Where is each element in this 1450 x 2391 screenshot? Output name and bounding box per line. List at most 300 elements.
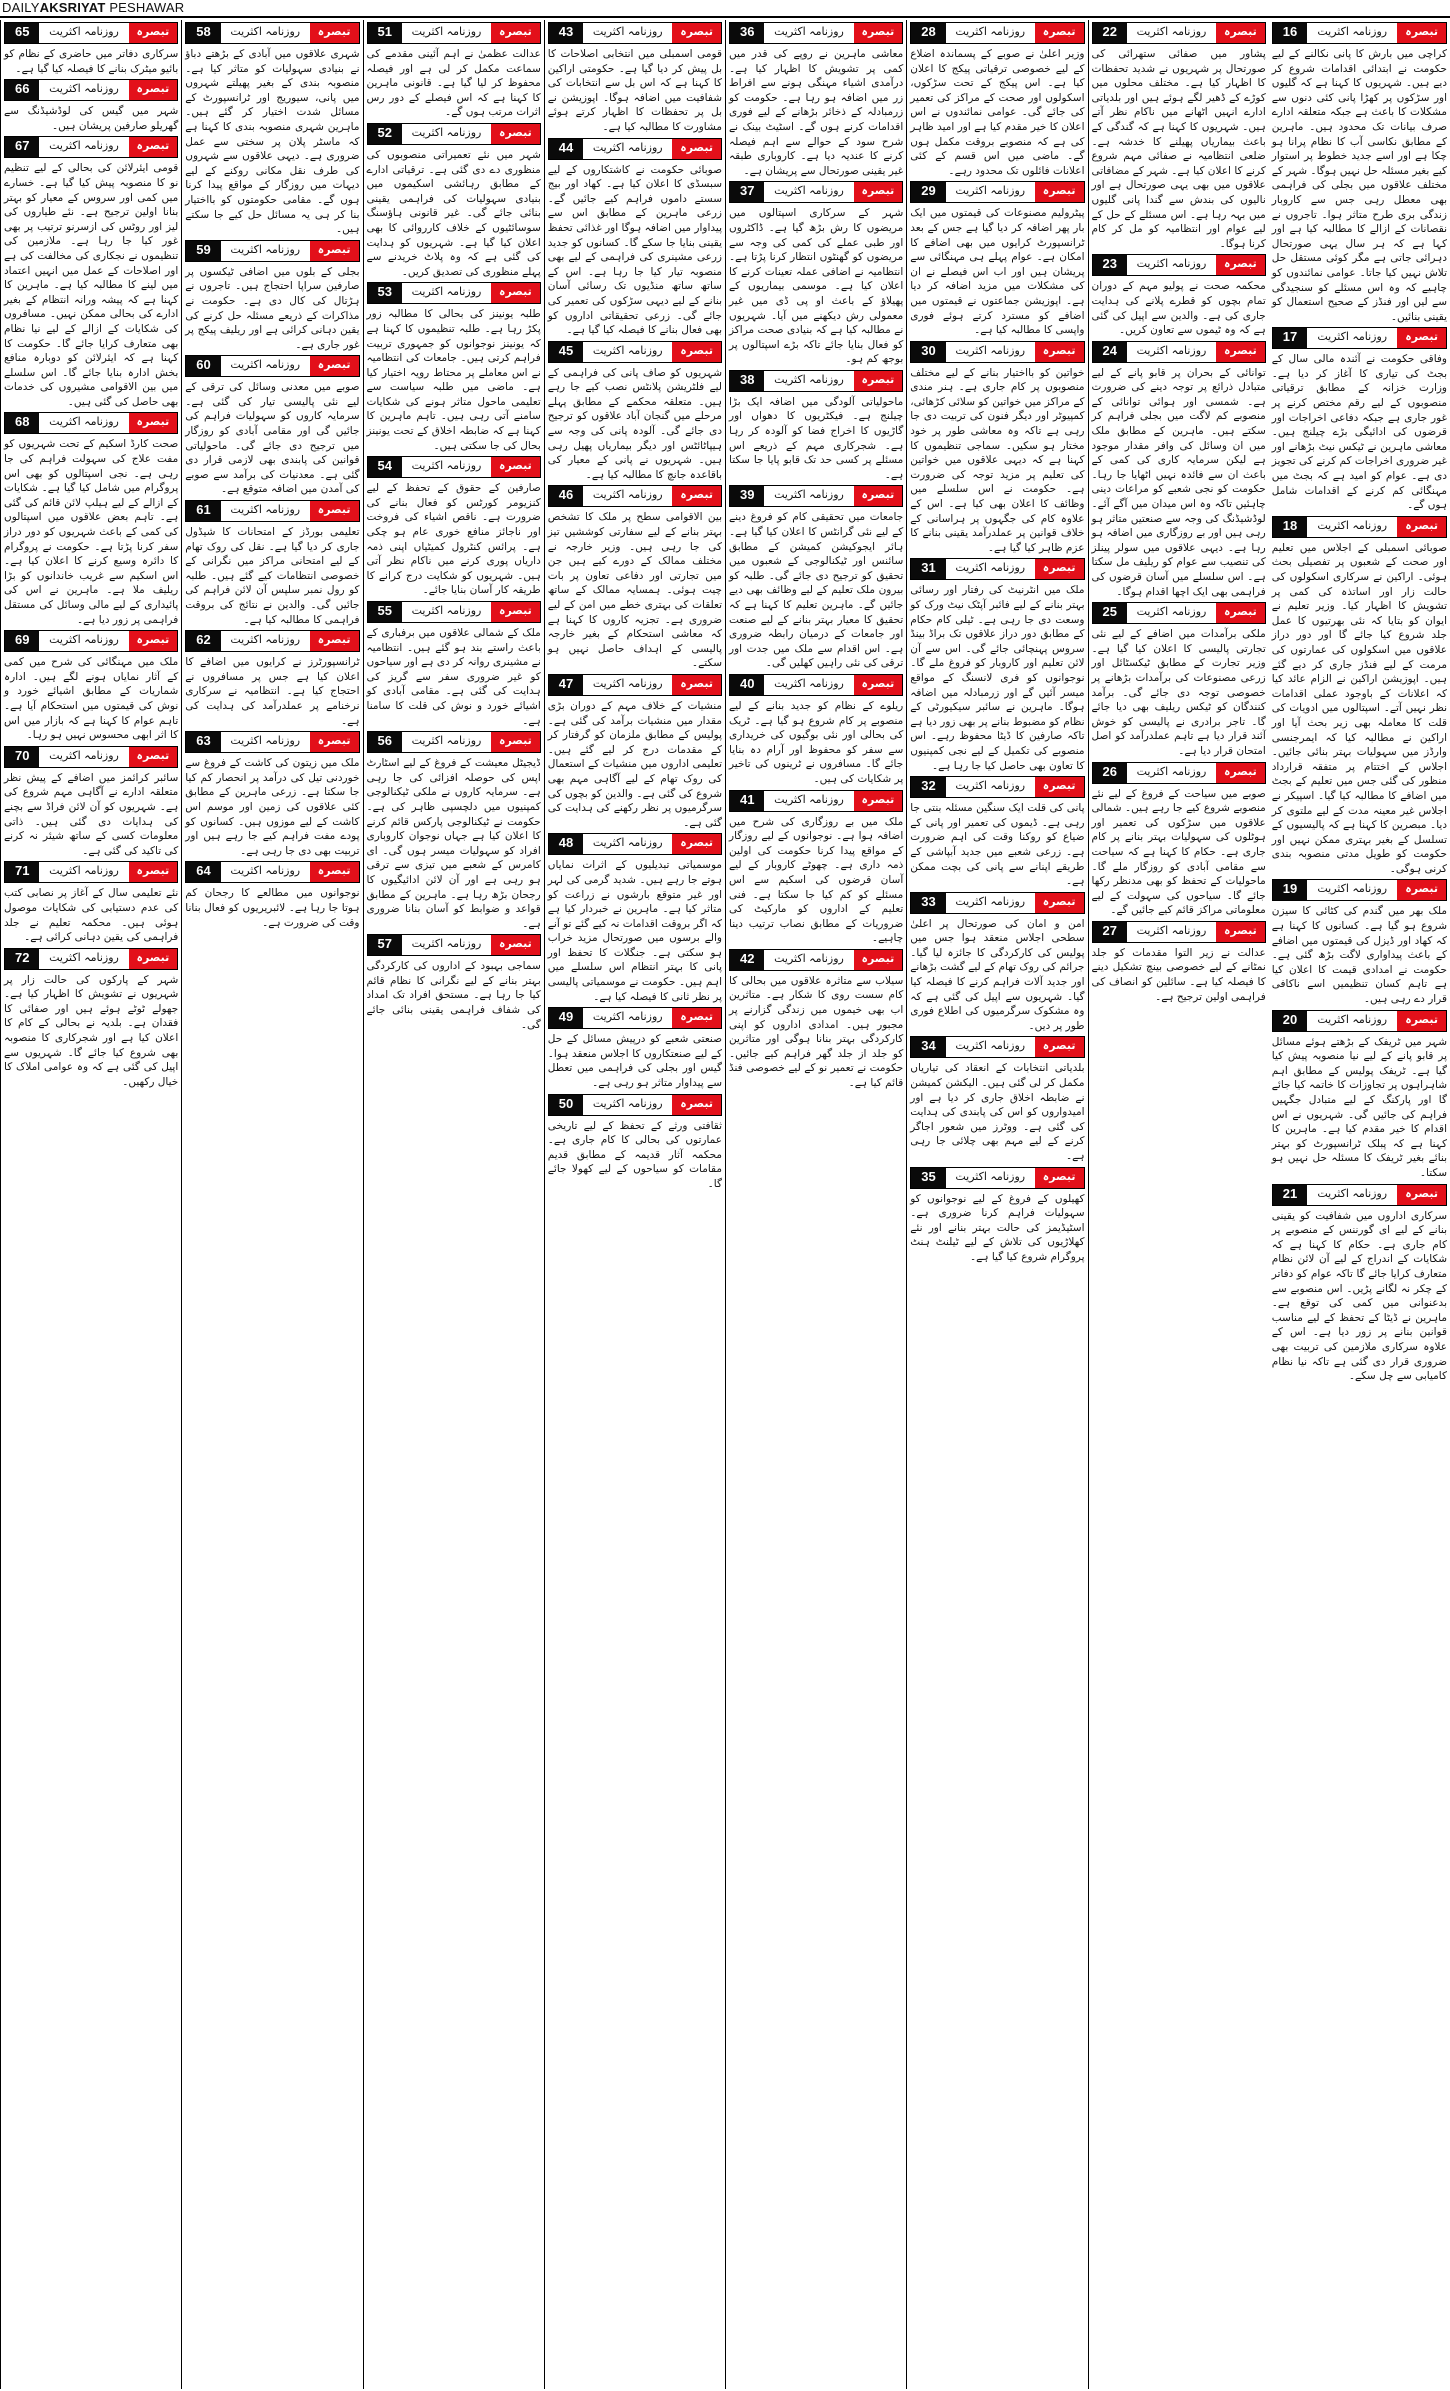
item-text: قومی ایئرلائن کی بحالی کے لیے تنظیم نو کا منصوبہ پیش کیا گیا ہے۔ خسارے میں کمی اور سروس کے معیار کو بہتر بنانا اولین ترجیح ہے۔ نئے طیاروں کی لیز اور روٹس کی ازسرنو ترتیب پر بھی غور کیا جا رہا ہے۔ ملازمین کی تنظیموں نے نجکاری کی مخالفت کی ہے اور اصلاحات کے عمل میں انہیں اعتماد میں لینے کا مطالبہ کیا ہے۔ ماہرین کا کہنا ہے کہ پیشہ ورانہ انتظام کے بغیر ادارے کی بحالی ممکن نہیں۔ مسافروں کی شکایات کے ازالے کے لیے نیا نظام بھی متعارف کرایا جائے گا۔ حکومت کا کہنا ہے کہ ایئرلائن کو دوبارہ منافع بخش ادارہ بنایا جائے گا۔ اس سلسلے میں بین الاقوامی مشیروں کی خدمات بھی حاصل کی گئی ہیں۔ <box>4 162 179 408</box>
tag-label: تبصرہ <box>854 182 903 202</box>
item-number: 37 <box>730 182 764 202</box>
news-item <box>1092 602 1266 758</box>
news-item <box>910 341 1084 556</box>
item-text: قومی اسمبلی میں انتخابی اصلاحات کا بل پیش کر دیا گیا ہے۔ حکومتی اراکین کا کہنا ہے کہ اس بل سے انتخابات کی شفافیت میں اضافہ ہوگا۔ اپوزیشن نے بل پر تحفظات کا اظہار کرتے ہوئے مشاورت کا مطالبہ کیا ہے۔ <box>547 48 722 133</box>
item-number: 30 <box>911 342 945 362</box>
paper-name: روزنامہ اکثریت <box>955 561 1026 575</box>
item-number: 16 <box>1273 23 1307 43</box>
item-number: 68 <box>5 413 39 433</box>
paper-name: روزنامہ اکثریت <box>592 836 663 850</box>
item-header <box>910 341 1084 363</box>
tag-label: تبصرہ <box>1035 559 1084 579</box>
news-item <box>910 776 1084 889</box>
paper-name: روزنامہ اکثریت <box>411 285 482 299</box>
item-text: ملک کے شمالی علاقوں میں برفباری کے باعث راستے بند ہو گئے ہیں۔ انتظامیہ نے مشینری روانہ کر دی ہے اور سیاحوں کو غیر ضروری سفر سے گریز کی ہدایت کی گئی ہے۔ مقامی آبادی کو اشیائے خورد و نوش کی قلت کا سامنا ہے۔ <box>366 627 541 727</box>
item-text: معاشی ماہرین نے روپے کی قدر میں کمی پر تشویش کا اظہار کیا ہے۔ درآمدی اشیاء مہنگی ہونے سے افراط زر میں اضافہ ہو رہا ہے۔ حکومت کو زرمبادلہ کے ذخائر بڑھانے کے لیے فوری اقدامات کرنے ہوں گے۔ اسٹیٹ بینک نے شرح سود کے حوالے سے اہم فیصلہ کرنے کا عندیہ دیا ہے۔ کاروباری طبقہ غیر یقینی صورتحال سے پریشان ہے۔ <box>729 48 904 177</box>
paper-name: روزنامہ اکثریت <box>592 1010 663 1024</box>
item-number: 55 <box>368 602 402 622</box>
item-number: 36 <box>730 23 764 43</box>
item-header <box>729 485 903 507</box>
item-text: امن و امان کی صورتحال پر اعلیٰ سطحی اجلاس منعقد ہوا جس میں پولیس کی کارکردگی کا جائزہ لیا گیا۔ جرائم کی روک تھام کے لیے گشت بڑھانے اور جدید آلات فراہم کرنے کا فیصلہ کیا گیا۔ شہریوں سے اپیل کی گئی ہے کہ وہ مشکوک سرگرمیوں کی اطلاع فوری طور پر دیں۔ <box>910 917 1085 1032</box>
tag-label: تبصرہ <box>129 413 178 433</box>
item-header <box>4 412 178 434</box>
news-item <box>548 341 722 483</box>
item-number: 25 <box>1093 603 1127 623</box>
item-text: نئے تعلیمی سال کے آغاز پر نصابی کتب کی عدم دستیابی کی شکایات موصول ہوئی ہیں۔ محکمہ تعلیم نے جلد فراہمی کی یقین دہانی کرائی ہے۔ <box>4 887 179 944</box>
news-item <box>4 746 178 859</box>
paper-name: روزنامہ اکثریت <box>1136 764 1207 778</box>
item-text: ملکی برآمدات میں اضافے کے لیے نئی تجارتی پالیسی کا اعلان کیا گیا ہے۔ وزیر تجارت کے مطابق ٹیکسٹائل اور زرعی مصنوعات کی برآمدات بڑھانے پر خصوصی توجہ دی جائے گی۔ برآمد کنندگان کو ٹیکس ریلیف بھی دیا جائے گا۔ تاجر برادری نے پالیسی کو خوش آئند قرار دیا ہے تاہم عملدرآمد کو اصل امتحان قرار دیا ہے۔ <box>1091 628 1266 757</box>
item-number: 18 <box>1273 517 1307 537</box>
news-item <box>910 181 1084 337</box>
item-header <box>1092 341 1266 363</box>
item-text: توانائی کے بحران پر قابو پانے کے لیے متبادل ذرائع پر توجہ دینے کی ضرورت ہے۔ شمسی اور ہوائی توانائی کے منصوبے کم لاگت میں بجلی فراہم کر سکتے ہیں۔ ماہرین کے مطابق ملک میں ان وسائل کی وافر مقدار موجود ہے لیکن سرمایہ کاری کی کمی کے باعث ان سے فائدہ نہیں اٹھایا جا رہا۔ حکومت کو نجی شعبے کو مراعات دینی چاہئیں تاکہ وہ اس میدان میں آگے آئے۔ لوڈشیڈنگ کی وجہ سے صنعتیں متاثر ہو رہی ہیں اور بے روزگاری میں اضافہ ہو رہا ہے۔ دیہی علاقوں میں سولر پینلز کی تنصیب سے عوام کو ریلیف مل سکتا ہے۔ اس سلسلے میں آسان قرضوں کی فراہمی بھی ایک اچھا اقدام ہوگا۔ <box>1091 366 1266 598</box>
item-header <box>729 790 903 812</box>
paper-name: روزنامہ اکثریت <box>230 25 301 38</box>
item-text: شہر میں ٹریفک کے بڑھتے ہوئے مسائل پر قابو پانے کے لیے نیا منصوبہ پیش کیا گیا ہے۔ ٹریفک پولیس کے مطابق اہم شاہراہوں پر تجاوزات کا خاتمہ کیا جائے گا اور پارکنگ کے لیے متبادل جگہیں فراہم کی جائیں گی۔ شہریوں نے اس اقدام کا خیر مقدم کیا ہے۔ ماہرین کا کہنا ہے کہ پبلک ٹرانسپورٹ کو بہتر بنائے بغیر ٹریفک کا مسئلہ حل نہیں ہو سکتا۔ <box>1271 1035 1447 1179</box>
news-item <box>729 790 903 946</box>
item-text: سائبر کرائمز میں اضافے کے پیش نظر متعلقہ ادارے نے آگاہی مہم شروع کی ہے۔ شہریوں کو آن لائن فراڈ سے بچنے کی ہدایات دی گئی ہیں۔ ذاتی معلومات کسی کے ساتھ شیئر نہ کرنے کی تاکید کی گئی ہے۔ <box>4 771 179 857</box>
item-header <box>910 181 1084 203</box>
item-header <box>1092 762 1266 784</box>
news-item <box>367 22 541 120</box>
paper-name: روزنامہ اکثریت <box>49 748 119 762</box>
news-item <box>1092 254 1266 337</box>
item-number: 70 <box>5 747 39 767</box>
news-item <box>185 861 359 930</box>
item-header <box>910 22 1084 44</box>
paper-name: روزنامہ اکثریت <box>230 503 301 517</box>
paper-name: روزنامہ اکثریت <box>774 25 844 38</box>
paper-name: روزنامہ اکثریت <box>411 125 482 139</box>
item-text: شہر کے سرکاری اسپتالوں میں مریضوں کا رش بڑھ گیا ہے۔ ڈاکٹروں اور طبی عملے کی کمی کی وجہ سے مریضوں کو گھنٹوں انتظار کرنا پڑتا ہے۔ انتظامیہ نے اضافی عملہ تعینات کرنے کا اعلان کیا ہے۔ موسمی بیماریوں کے پھیلاؤ کے باعث او پی ڈی میں غیر معمولی رش دیکھنے میں آیا۔ شہریوں نے مطالبہ کیا ہے کہ بنیادی صحت مراکز کو فعال بنایا جائے تاکہ بڑے اسپتالوں پر بوجھ کم ہو۔ <box>729 207 904 366</box>
item-text: موسمیاتی تبدیلیوں کے اثرات نمایاں ہوتے جا رہے ہیں۔ شدید گرمی کی لہر اور غیر متوقع بارشوں نے زراعت کو متاثر کیا ہے۔ ماہرین نے خبردار کیا ہے کہ اگر بروقت اقدامات نہ کیے گئے تو آنے والے برسوں میں صورتحال مزید خراب ہو سکتی ہے۔ جنگلات کا تحفظ اور پانی کا بہتر انتظام اس سلسلے میں اہم ہیں۔ حکومت نے موسمیاتی پالیسی پر نظر ثانی کا فیصلہ کیا ہے۔ <box>547 859 722 1003</box>
item-text: ڈیجیٹل معیشت کے فروغ کے لیے اسٹارٹ اپس کی حوصلہ افزائی کی جا رہی ہے۔ سرمایہ کاروں نے ملکی ٹیکنالوجی کمپنیوں میں دلچسپی ظاہر کی ہے۔ حکومت نے ٹیکنالوجی پارکس قائم کرنے کا اعلان کیا ہے جہاں نوجوان کاروباری افراد کو سہولیات میسر ہوں گی۔ ای کامرس کے شعبے میں تیزی سے ترقی ہو رہی ہے اور آن لائن ادائیگیوں کا رجحان بڑھ رہا ہے۔ ماہرین کے مطابق قواعد و ضوابط کو آسان بنانا ضروری ہے۔ <box>366 757 541 930</box>
news-item <box>1092 921 1266 1004</box>
tag-label: تبصرہ <box>1035 1037 1084 1057</box>
news-item <box>729 370 903 483</box>
news-item <box>548 138 722 338</box>
paper-name: روزنامہ اکثریت <box>49 25 119 38</box>
paper-name: روزنامہ اکثریت <box>774 676 844 690</box>
item-number: 26 <box>1093 763 1127 783</box>
news-item <box>367 123 541 279</box>
item-text: بجلی کے بلوں میں اضافی ٹیکسوں پر صارفین سراپا احتجاج ہیں۔ تاجروں نے ہڑتال کی کال دی ہے۔ حکومت نے مذاکرات کے ذریعے مسئلہ حل کرنے کی یقین دہانی کرائی ہے اور ریلیف پیکج پر غور جاری ہے۔ <box>185 265 360 351</box>
tag-label: تبصرہ <box>129 862 178 882</box>
item-text: ملک میں مہنگائی کی شرح میں کمی کے آثار نمایاں ہونے لگے ہیں۔ ادارہ شماریات کے مطابق اشیائے خورد و نوش کی قیمتوں میں استحکام آیا ہے۔ تاہم عوام کا کہنا ہے کہ بازار میں اس کا اثر ابھی محسوس نہیں ہو رہا۔ <box>4 656 179 742</box>
item-header <box>367 123 541 145</box>
news-item <box>910 558 1084 773</box>
news-item <box>548 833 722 1004</box>
item-number: 35 <box>911 1168 945 1188</box>
item-number: 17 <box>1273 328 1307 348</box>
item-header <box>367 601 541 623</box>
paper-name: روزنامہ اکثریت <box>49 415 119 429</box>
paper-name: روزنامہ اکثریت <box>49 633 119 647</box>
item-number: 21 <box>1273 1185 1307 1205</box>
item-number: 72 <box>5 949 39 969</box>
item-header <box>729 22 903 44</box>
paper-name: روزنامہ اکثریت <box>592 676 663 690</box>
tag-label: تبصرہ <box>672 342 721 362</box>
news-item <box>548 485 722 671</box>
item-number: 39 <box>730 486 764 506</box>
item-number: 66 <box>5 80 39 100</box>
news-item <box>185 22 359 237</box>
paper-name: روزنامہ اکثریت <box>49 950 119 964</box>
item-text: پیٹرولیم مصنوعات کی قیمتوں میں ایک بار پھر اضافہ کر دیا گیا ہے جس کے بعد ٹرانسپورٹ کرایوں میں بھی اضافے کا امکان ہے۔ عوام پہلے ہی مہنگائی سے پریشان ہیں اور اب اس فیصلے نے ان کی مشکلات میں مزید اضافہ کر دیا ہے۔ اپوزیشن جماعتوں نے قیمتوں میں اضافے کو مسترد کرتے ہوئے فوری واپسی کا مطالبہ کیا ہے۔ <box>910 207 1085 337</box>
tag-label: تبصرہ <box>1035 182 1084 202</box>
paper-name: روزنامہ اکثریت <box>955 1169 1026 1183</box>
item-header <box>367 22 541 44</box>
tag-label: تبصرہ <box>310 501 359 521</box>
item-number: 54 <box>368 457 402 477</box>
tag-label: تبصرہ <box>310 241 359 261</box>
news-item <box>548 22 722 135</box>
item-number: 56 <box>368 732 402 752</box>
item-number: 33 <box>911 893 945 913</box>
item-number: 22 <box>1093 23 1127 43</box>
item-text: صوبے میں معدنی وسائل کی ترقی کے لیے نئی پالیسی تیار کی گئی ہے۔ سرمایہ کاروں کو سہولیات فراہم کی جائیں گی اور مقامی آبادی کو روزگار میں ترجیح دی جائے گی۔ ماحولیاتی قوانین کی پابندی بھی لازمی قرار دی گئی ہے۔ معدنیات کی برآمد سے صوبے کی آمدن میں اضافہ متوقع ہے۔ <box>185 381 360 496</box>
paper-name: روزنامہ اکثریت <box>1136 605 1207 619</box>
item-number: 28 <box>911 23 945 43</box>
news-item <box>185 240 359 353</box>
tag-label: تبصرہ <box>491 23 540 43</box>
item-number: 49 <box>549 1008 583 1028</box>
item-number: 34 <box>911 1037 945 1057</box>
news-item <box>367 601 541 728</box>
news-item <box>4 79 178 133</box>
paper-name: روزنامہ اکثریت <box>1317 330 1388 344</box>
paper-name: روزنامہ اکثریت <box>1317 1012 1388 1026</box>
paper-name: روزنامہ اکثریت <box>955 25 1026 38</box>
tag-label: تبصرہ <box>129 949 178 969</box>
item-text: نوجوانوں میں مطالعے کا رجحان کم ہوتا جا رہا ہے۔ لائبریریوں کو فعال بنانا وقت کی ضرورت ہے۔ <box>185 887 360 929</box>
item-number: 67 <box>5 137 39 157</box>
news-item <box>367 456 541 598</box>
paper-name: روزنامہ اکثریت <box>774 792 844 806</box>
item-header <box>185 731 359 753</box>
news-item <box>4 412 178 627</box>
paper-name: روزنامہ اکثریت <box>592 140 663 154</box>
item-header <box>185 355 359 377</box>
item-header <box>1092 602 1266 624</box>
paper-name: روزنامہ اکثریت <box>230 358 301 372</box>
tag-label: تبصرہ <box>1216 922 1265 942</box>
news-item <box>4 861 178 944</box>
item-header <box>1272 327 1447 349</box>
item-header <box>548 1007 722 1029</box>
paper-name: روزنامہ اکثریت <box>592 25 663 38</box>
tag-label: تبصرہ <box>1397 880 1446 900</box>
item-text: ملک میں بے روزگاری کی شرح میں اضافہ ہوا ہے۔ نوجوانوں کے لیے روزگار کے مواقع پیدا کرنا حکومت کی اولین ذمہ داری ہے۔ چھوٹے کاروبار کے لیے آسان قرضوں کی اسکیم سے اس مسئلے کو کم کیا جا سکتا ہے۔ فنی تعلیم کے اداروں کو مارکیٹ کی ضروریات کے مطابق نصاب ترتیب دینا چاہیے۔ <box>729 815 904 945</box>
tag-label: تبصرہ <box>1216 23 1265 43</box>
item-header <box>548 1094 722 1116</box>
news-item <box>1272 516 1447 877</box>
news-item <box>1272 1184 1447 1384</box>
item-text: شہری علاقوں میں آبادی کے بڑھتے دباؤ نے بنیادی سہولیات کو متاثر کیا ہے۔ منصوبہ بندی کے بغیر پھیلتے شہروں میں پانی، سیوریج اور ٹرانسپورٹ کے مسائل شدت اختیار کر گئے ہیں۔ ماہرین شہری منصوبہ بندی کا کہنا ہے کہ ماسٹر پلان پر سختی سے عمل ضروری ہے۔ دیہی علاقوں سے شہروں کی طرف نقل مکانی روکنے کے لیے دیہات میں روزگار کے مواقع پیدا کرنا ہوں گے۔ مقامی حکومتوں کو بااختیار بنا کر ہی یہ مسائل حل کیے جا سکتے ہیں۔ <box>185 48 360 236</box>
paper-name: روزنامہ اکثریت <box>49 139 119 153</box>
item-header <box>185 240 359 262</box>
item-number: 47 <box>549 675 583 695</box>
item-header <box>1272 22 1447 44</box>
item-header <box>548 485 722 507</box>
paper-name: روزنامہ اکثریت <box>774 951 844 965</box>
paper-name: روزنامہ اکثریت <box>774 372 844 386</box>
news-item <box>729 22 903 178</box>
tag-label: تبصرہ <box>672 1008 721 1028</box>
tag-label: تبصرہ <box>1035 1168 1084 1188</box>
paper-name: روزنامہ اکثریت <box>411 25 482 38</box>
paper-name: روزنامہ اکثریت <box>411 937 482 951</box>
news-column <box>1269 20 1450 2389</box>
item-number: 50 <box>549 1095 583 1115</box>
tag-label: تبصرہ <box>310 862 359 882</box>
news-item <box>185 630 359 728</box>
paper-name: روزنامہ اکثریت <box>1317 882 1388 896</box>
paper-name: روزنامہ اکثریت <box>411 734 482 748</box>
paper-name: روزنامہ اکثریت <box>1136 343 1207 357</box>
paper-name: روزنامہ اکثریت <box>411 604 482 617</box>
news-item <box>729 485 903 671</box>
tag-label: تبصرہ <box>854 486 903 506</box>
item-number: 59 <box>186 241 220 261</box>
item-text: صارفین کے حقوق کے تحفظ کے لیے کنزیومر کورٹس کو فعال بنانے کی ضرورت ہے۔ ناقص اشیاء کی فروخت اور ناجائز منافع خوری عام ہو چکی ہے۔ پرائس کنٹرول کمیٹیاں اپنی ذمہ داریاں پوری کرنے میں ناکام نظر آتی ہیں۔ شہریوں کو شکایت درج کرانے کا طریقہ کار آسان بنایا جائے۔ <box>366 482 541 597</box>
news-item <box>729 674 903 787</box>
item-number: 19 <box>1273 880 1307 900</box>
paper-name: روزنامہ اکثریت <box>230 864 301 878</box>
item-text: ماحولیاتی آلودگی میں اضافہ ایک بڑا چیلنج ہے۔ فیکٹریوں کا دھواں اور گاڑیوں کا اخراج فضا کو آلودہ کر رہا ہے۔ شجرکاری مہم کے ذریعے اس مسئلے پر کسی حد تک قابو پایا جا سکتا ہے۔ <box>729 395 904 481</box>
item-number: 64 <box>186 862 220 882</box>
item-text: طلبہ یونینز کی بحالی کا مطالبہ زور پکڑ رہا ہے۔ طلبہ تنظیموں کا کہنا ہے کہ یونینز نوجوانوں کو جمہوری تربیت فراہم کرتی ہیں۔ جامعات کی انتظامیہ نے اس معاملے پر محتاط رویہ اختیار کیا ہے۔ ماضی میں طلبہ سیاست سے تعلیمی ماحول متاثر ہونے کی شکایات سامنے آتی رہی ہیں۔ تاہم ماہرین کا کہنا ہے کہ ضابطہ اخلاق کے تحت یونینز بحال کی جا سکتی ہیں۔ <box>366 308 541 452</box>
item-text: سرکاری اداروں میں شفافیت کو یقینی بنانے کے لیے ای گورننس کے منصوبے پر کام جاری ہے۔ حکام کا کہنا ہے کہ شکایات کے اندراج کے لیے آن لائن نظام متعارف کرایا جائے گا تاکہ عوام کو دفاتر کے چکر نہ لگانے پڑیں۔ اس منصوبے سے بدعنوانی میں کمی کی توقع ہے۔ ماہرین نے ڈیٹا کے تحفظ کے لیے مناسب قوانین بنانے پر زور دیا ہے۔ اس کے علاوہ سرکاری ملازمین کی تربیت بھی ضروری قرار دی گئی ہے تاکہ نیا نظام کامیابی سے چل سکے۔ <box>1271 1209 1447 1383</box>
item-header <box>185 630 359 652</box>
news-item <box>367 282 541 453</box>
tag-label: تبصرہ <box>672 23 721 43</box>
item-text: ریلوے کے نظام کو جدید بنانے کے لیے منصوبے پر کام شروع ہو گیا ہے۔ ٹریک کی بحالی اور نئی بوگیوں کی خریداری سے سفر کو محفوظ اور آرام دہ بنایا جائے گا۔ مسافروں نے ٹرینوں کی تاخیر پر شکایات کی ہیں۔ <box>729 699 904 785</box>
news-item <box>4 948 178 1090</box>
item-text: صوبائی حکومت نے کاشتکاروں کے لیے سبسڈی کا اعلان کیا ہے۔ کھاد اور بیج سستے داموں فراہم کیے جائیں گے۔ زرعی ماہرین کے مطابق اس سے پیداوار میں اضافہ ہوگا اور غذائی تحفظ یقینی بنایا جا سکے گا۔ کسانوں کو جدید زرعی مشینری کی فراہمی کے لیے بھی منصوبہ تیار کیا جا رہا ہے۔ اس کے ساتھ ساتھ منڈیوں تک رسائی آسان بنانے کے لیے دیہی سڑکوں کی تعمیر کی جائے گی۔ زرعی تحقیقاتی اداروں کو بھی فعال بنانے کا فیصلہ کیا گیا ہے۔ <box>547 163 722 337</box>
news-item <box>4 136 178 409</box>
tag-label: تبصرہ <box>129 23 178 43</box>
item-header <box>4 861 178 883</box>
tag-label: تبصرہ <box>672 675 721 695</box>
item-header <box>4 22 178 44</box>
item-text: کھیلوں کے فروغ کے لیے نوجوانوں کو سہولیات فراہم کرنا ضروری ہے۔ اسٹیڈیمز کی حالت بہتر بنانے اور نئے کھلاڑیوں کی تلاش کے لیے ٹیلنٹ ہنٹ پروگرام شروع کیا گیا ہے۔ <box>910 1192 1085 1263</box>
tag-label: تبصرہ <box>1035 23 1084 43</box>
item-number: 51 <box>368 23 402 43</box>
tag-label: تبصرہ <box>854 791 903 811</box>
item-header <box>910 892 1084 914</box>
tag-label: تبصرہ <box>129 137 178 157</box>
news-item <box>1272 1010 1447 1181</box>
item-header <box>1092 22 1266 44</box>
item-text: ملک میں زیتون کی کاشت کے فروغ سے خوردنی تیل کی درآمد پر انحصار کم کیا جا سکتا ہے۔ زرعی ماہرین کے مطابق کئی علاقوں کی زمین اور موسم اس کاشت کے لیے موزوں ہیں۔ کسانوں کو پودے مفت فراہم کیے جا رہے ہیں اور تربیت بھی دی جا رہی ہے۔ <box>185 757 360 857</box>
item-text: وزیر اعلیٰ نے صوبے کے پسماندہ اضلاع کے لیے خصوصی ترقیاتی پیکج کا اعلان کیا ہے۔ اس پیکج کے تحت سڑکوں، اسکولوں اور صحت کے مراکز کی تعمیر کی جائے گی۔ عوامی نمائندوں نے اس اعلان کا خیر مقدم کیا ہے اور امید ظاہر کی ہے کہ منصوبے بروقت مکمل ہوں گے۔ ماضی میں اس قسم کے کئی اعلانات فائلوں تک محدود رہے۔ <box>910 48 1085 177</box>
news-column <box>906 20 1087 2389</box>
news-item <box>367 934 541 1032</box>
tag-label: تبصرہ <box>1035 777 1084 797</box>
item-number: 44 <box>549 139 583 159</box>
tag-label: تبصرہ <box>1397 328 1446 348</box>
tag-label: تبصرہ <box>854 950 903 970</box>
news-item <box>548 1007 722 1090</box>
item-text: صوبائی اسمبلی کے اجلاس میں تعلیم اور صحت کے شعبوں پر تفصیلی بحث ہوئی۔ اراکین نے سرکاری اسکولوں کی حالت زار اور اساتذہ کی کمی پر تشویش کا اظہار کیا۔ وزیر تعلیم نے ایوان کو بتایا کہ نئی بھرتیوں کا عمل جلد شروع کیا جائے گا اور دور دراز علاقوں میں اسکولوں کی عمارتوں کی مرمت کے لیے فنڈز جاری کر دیے گئے ہیں۔ اپوزیشن اراکین نے الزام عائد کیا کہ اعلانات کے باوجود عملی اقدامات نظر نہیں آتے۔ اسپتالوں میں ادویات کی قلت کا معاملہ بھی زیر بحث آیا اور اراکین نے مطالبہ کیا کہ ایمرجنسی وارڈز میں سہولیات بہتر بنائی جائیں۔ اجلاس کے اختتام پر متفقہ قرارداد منظور کی گئی جس میں تعلیم کے بجٹ میں اضافے کا مطالبہ کیا گیا۔ اسپیکر نے اجلاس غیر معینہ مدت کے لیے ملتوی کر دیا۔ مبصرین کا کہنا ہے کہ پالیسیوں کے تسلسل کے بغیر بہتری ممکن نہیں اور حکومت کو طویل مدتی منصوبہ بندی کرنی ہوگی۔ <box>1271 541 1447 875</box>
item-number: 57 <box>368 935 402 955</box>
paper-name: روزنامہ اکثریت <box>230 633 301 647</box>
item-header <box>910 776 1084 798</box>
tag-label: تبصرہ <box>1216 342 1265 362</box>
item-header <box>729 949 903 971</box>
news-column <box>725 20 906 2389</box>
item-number: 53 <box>368 283 402 303</box>
item-header <box>1092 921 1266 943</box>
item-text: صحت کارڈ اسکیم کے تحت شہریوں کو مفت علاج کی سہولت فراہم کی جا رہی ہے۔ نجی اسپتالوں کو بھی اس پروگرام میں شامل کیا گیا ہے۔ شکایات کے ازالے کے لیے ہیلپ لائن قائم کی گئی ہے۔ تاہم بعض علاقوں میں اسپتالوں کی کمی کے باعث شہریوں کو دور دراز سفر کرنا پڑتا ہے۔ حکومت نے پروگرام کا دائرہ وسیع کرنے کا اعلان کیا ہے۔ اس اسکیم سے غریب خاندانوں کو بڑا ریلیف ملا ہے۔ ماہرین نے اس کی پائیداری کے لیے مالی وسائل کی مستقل فراہمی پر زور دیا ہے۔ <box>4 438 179 626</box>
masthead-brand: AKSRIYAT <box>39 0 106 15</box>
item-number: 32 <box>911 777 945 797</box>
news-item <box>729 181 903 367</box>
item-text: صنعتی شعبے کو درپیش مسائل کے حل کے لیے صنعتکاروں کا اجلاس منعقد ہوا۔ گیس اور بجلی کی فراہمی میں تعطل سے پیداوار متاثر ہو رہی ہے۔ <box>547 1033 722 1090</box>
tag-label: تبصرہ <box>1216 763 1265 783</box>
news-item <box>548 1094 722 1192</box>
item-number: 40 <box>730 675 764 695</box>
paper-name: روزنامہ اکثریت <box>955 779 1026 793</box>
news-item <box>1272 327 1447 513</box>
tag-label: تبصرہ <box>129 631 178 651</box>
item-number: 69 <box>5 631 39 651</box>
item-number: 45 <box>549 342 583 362</box>
item-text: سرکاری دفاتر میں حاضری کے نظام کو بائیو میٹرک بنانے کا فیصلہ کیا گیا ہے۔ <box>4 48 179 75</box>
item-number: 63 <box>186 732 220 752</box>
paper-name: روزنامہ اکثریت <box>955 1039 1026 1053</box>
item-header <box>1272 1184 1447 1206</box>
masthead <box>0 0 1450 16</box>
item-header <box>910 1167 1084 1189</box>
tag-label: تبصرہ <box>491 732 540 752</box>
item-text: بین الاقوامی سطح پر ملک کا تشخص بہتر بنانے کے لیے سفارتی کوششیں تیز کی جا رہی ہیں۔ وزیر خارجہ نے مختلف ممالک کے دورے کیے ہیں جن میں تجارتی اور دفاعی تعاون پر بات چیت ہوئی۔ ہمسایہ ممالک کے ساتھ تعلقات کی بہتری خطے میں امن کے لیے ضروری ہے۔ تجزیہ کاروں کا کہنا ہے کہ معاشی استحکام کے بغیر خارجہ پالیسی کے اہداف حاصل نہیں ہو سکتے۔ <box>547 511 722 670</box>
paper-name: روزنامہ اکثریت <box>592 1096 663 1110</box>
news-item <box>910 892 1084 1034</box>
tag-label: تبصرہ <box>672 486 721 506</box>
paper-name: روزنامہ اکثریت <box>230 734 301 748</box>
item-text: خواتین کو بااختیار بنانے کے لیے مختلف منصوبوں پر کام جاری ہے۔ ہنر مندی کے مراکز میں خواتین کو سلائی کڑھائی، کمپیوٹر اور دیگر فنون کی تربیت دی جا رہی ہے تاکہ وہ معاشی طور پر خود مختار ہو سکیں۔ سماجی تنظیموں کا کہنا ہے کہ دیہی علاقوں میں خواتین کی تعلیم پر مزید توجہ کی ضرورت ہے۔ حکومت نے اس سلسلے میں وظائف کا اعلان بھی کیا ہے۔ اس کے علاوہ کام کی جگہوں پر ہراسانی کے خلاف قوانین پر عملدرآمد یقینی بنانے کا عزم ظاہر کیا گیا ہے۔ <box>910 366 1085 554</box>
tag-label: تبصرہ <box>1035 893 1084 913</box>
item-number: 43 <box>549 23 583 43</box>
item-number: 65 <box>5 23 39 43</box>
tag-label: تبصرہ <box>129 80 178 100</box>
news-column <box>1088 20 1269 2389</box>
item-text: ٹرانسپورٹرز نے کرایوں میں اضافے کا اعلان کیا ہے جس پر مسافروں نے احتجاج کیا ہے۔ انتظامیہ نے سرکاری نرخنامے پر عملدرآمد کی ہدایت کی ہے۔ <box>185 656 360 727</box>
item-header <box>1272 516 1447 538</box>
tag-label: تبصرہ <box>1397 517 1446 537</box>
item-header <box>4 630 178 652</box>
item-header <box>548 674 722 696</box>
paper-name: روزنامہ اکثریت <box>955 894 1026 908</box>
item-number: 27 <box>1093 922 1127 942</box>
item-header <box>548 341 722 363</box>
masthead-city: PESHAWAR <box>109 0 185 15</box>
tag-label: تبصرہ <box>491 935 540 955</box>
item-header <box>910 558 1084 580</box>
newspaper-page <box>0 16 1450 2391</box>
tag-label: تبصرہ <box>129 747 178 767</box>
item-text: پشاور میں صفائی ستھرائی کی صورتحال پر شہریوں نے شدید تحفظات کا اظہار کیا ہے۔ مختلف محلوں میں کوڑے کے ڈھیر لگے ہوئے ہیں اور بلدیاتی ادارے انہیں اٹھانے میں ناکام نظر آتے ہیں۔ شہریوں کا کہنا ہے کہ گندگی کے باعث بیماریاں پھیلنے کا خدشہ ہے۔ ضلعی انتظامیہ نے صفائی مہم شروع کرنے کا اعلان کیا ہے۔ شہر کے مضافاتی علاقوں میں بھی یہی صورتحال ہے اور نالیوں کی بندش سے گندا پانی گلیوں میں بہہ رہا ہے۔ اس مسئلے کے حل کے لیے عوام اور انتظامیہ کو مل کر کام کرنا ہوگا۔ <box>1091 48 1266 250</box>
paper-name: روزنامہ اکثریت <box>774 184 844 198</box>
tag-label: تبصرہ <box>491 124 540 144</box>
item-text: شہر کے پارکوں کی حالت زار پر شہریوں نے تشویش کا اظہار کیا ہے۔ جھولے ٹوٹے ہوئے ہیں اور صفائی کا فقدان ہے۔ بلدیہ نے بحالی کے کام کا اعلان کیا ہے اور شجرکاری کا منصوبہ بھی شروع کیا جائے گا۔ شہریوں سے اپیل کی گئی ہے کہ وہ عوامی املاک کا خیال رکھیں۔ <box>4 973 179 1088</box>
news-item <box>185 500 359 627</box>
masthead-prefix: DAILY <box>2 0 40 15</box>
item-header <box>548 833 722 855</box>
item-text: عدالت عظمیٰ نے اہم آئینی مقدمے کی سماعت مکمل کر لی ہے اور فیصلہ محفوظ کر لیا گیا ہے۔ قانونی ماہرین کا کہنا ہے کہ اس فیصلے کے دور رس اثرات مرتب ہوں گے۔ <box>366 48 541 119</box>
item-number: 58 <box>186 23 220 43</box>
item-number: 62 <box>186 631 220 651</box>
item-header <box>729 181 903 203</box>
item-number: 38 <box>730 371 764 391</box>
item-header <box>910 1036 1084 1058</box>
item-number: 20 <box>1273 1011 1307 1031</box>
item-number: 31 <box>911 559 945 579</box>
tag-label: تبصرہ <box>310 356 359 376</box>
news-column <box>544 20 725 2389</box>
item-header <box>367 282 541 304</box>
item-number: 29 <box>911 182 945 202</box>
news-item <box>910 1036 1084 1163</box>
news-item <box>910 22 1084 178</box>
item-header <box>1272 1010 1447 1032</box>
paper-name: روزنامہ اکثریت <box>592 343 663 357</box>
news-column <box>363 20 544 2389</box>
item-text: منشیات کے خلاف مہم کے دوران بڑی مقدار میں منشیات برآمد کی گئی ہے۔ پولیس کے مطابق ملزمان کو گرفتار کر کے مقدمات درج کر لیے گئے ہیں۔ تعلیمی اداروں میں منشیات کے استعمال کی روک تھام کے لیے آگاہی مہم بھی شروع کی گئی ہے۔ والدین کو بچوں کی سرگرمیوں پر نظر رکھنے کی ہدایت کی گئی ہے۔ <box>547 699 722 829</box>
tag-label: تبصرہ <box>1397 23 1446 43</box>
tag-label: تبصرہ <box>310 631 359 651</box>
paper-name: روزنامہ اکثریت <box>774 488 844 502</box>
tag-label: تبصرہ <box>854 371 903 391</box>
paper-name: روزنامہ اکثریت <box>1317 518 1388 532</box>
item-text: بلدیاتی انتخابات کے انعقاد کی تیاریاں مکمل کر لی گئی ہیں۔ الیکشن کمیشن نے ضابطہ اخلاق جاری کر دیا ہے اور امیدواروں کو اس کی پابندی کی ہدایت کی گئی ہے۔ ووٹرز میں شعور اجاگر کرنے کے لیے مہم بھی چلائی جا رہی ہے۔ <box>910 1062 1085 1162</box>
item-text: کراچی میں بارش کا پانی نکالنے کے لیے حکومت نے ابتدائی اقدامات شروع کر دیے ہیں۔ شہریوں کا کہنا ہے کہ گلیوں اور سڑکوں پر کھڑا پانی کئی دنوں سے مشکلات کا باعث ہے جبکہ متعلقہ ادارے صرف بیانات تک محدود ہیں۔ ماہرین کے مطابق نکاسی آب کا نظام پرانا ہو چکا ہے اور اسے جدید خطوط پر استوار کیے بغیر مسئلہ حل نہیں ہوگا۔ شہر کے مختلف علاقوں میں بجلی کی فراہمی بھی معطل رہی جس سے کاروبار زندگی بری طرح متاثر ہوا۔ تاجروں نے نقصانات کے ازالے کا مطالبہ کیا ہے اور کہا ہے کہ ہر سال یہی صورتحال دہرائی جاتی ہے مگر کوئی مستقل حل تلاش نہیں کیا جاتا۔ عوامی نمائندوں کو چاہیے کہ وہ اس مسئلے کو سنجیدگی سے لیں اور فنڈز کے صحیح استعمال کو یقینی بنائیں۔ <box>1271 48 1447 323</box>
item-header <box>729 674 903 696</box>
news-item <box>367 731 541 931</box>
item-header <box>548 22 722 44</box>
paper-name: روزنامہ اکثریت <box>1317 25 1388 38</box>
item-number: 24 <box>1093 342 1127 362</box>
item-number: 71 <box>5 862 39 882</box>
tag-label: تبصرہ <box>1216 603 1265 623</box>
paper-name: روزنامہ اکثریت <box>49 82 119 96</box>
paper-name: روزنامہ اکثریت <box>592 488 663 502</box>
tag-label: تبصرہ <box>854 675 903 695</box>
item-number: 48 <box>549 834 583 854</box>
item-text: جامعات میں تحقیقی کام کو فروغ دینے کے لیے نئی گرانٹس کا اعلان کیا گیا ہے۔ ہائر ایجوکیشن کمیشن کے مطابق سائنس اور ٹیکنالوجی کے شعبوں میں تحقیق کو ترجیح دی جائے گی۔ طلبہ کو بیرون ملک تعلیم کے لیے وظائف بھی دیے جائیں گے۔ ماہرین تعلیم کا کہنا ہے کہ تحقیق کا معیار بہتر بنانے کے لیے صنعت اور جامعات کے درمیان رابطہ ضروری ہے۔ اس اقدام سے ملک میں جدت اور ترقی کی نئی راہیں کھلیں گی۔ <box>729 511 904 670</box>
item-text: شہر میں نئے تعمیراتی منصوبوں کی منظوری دے دی گئی ہے۔ ترقیاتی ادارے کے مطابق رہائشی اسکیموں میں بنیادی سہولیات کی فراہمی یقینی بنائی جائے گی۔ غیر قانونی ہاؤسنگ سوسائٹیوں کے خلاف کارروائی کا بھی اعلان کیا گیا ہے۔ شہریوں کو ہدایت کی گئی ہے کہ وہ پلاٹ خریدنے سے پہلے منظوری کی تصدیق کریں۔ <box>366 148 541 278</box>
tag-label: تبصرہ <box>672 139 721 159</box>
paper-name: روزنامہ اکثریت <box>411 459 482 473</box>
item-text: ثقافتی ورثے کے تحفظ کے لیے تاریخی عمارتوں کی بحالی کا کام جاری ہے۔ محکمہ آثار قدیمہ کے مطابق قدیم مقامات کو سیاحوں کے لیے کھولا جائے گا۔ <box>547 1119 722 1190</box>
tag-label: تبصرہ <box>1216 255 1265 275</box>
item-text: سماجی بہبود کے اداروں کی کارکردگی بہتر بنانے کے لیے نگرانی کا نظام قائم کیا جا رہا ہے۔ مستحق افراد تک امداد کی شفاف فراہمی یقینی بنائی جائے گی۔ <box>366 960 541 1031</box>
tag-label: تبصرہ <box>310 23 359 43</box>
item-header <box>367 456 541 478</box>
news-item <box>1272 22 1447 324</box>
item-header <box>1272 879 1447 901</box>
paper-name: روزنامہ اکثریت <box>1317 1186 1388 1200</box>
news-item <box>1272 879 1447 1006</box>
item-text: وفاقی حکومت نے آئندہ مالی سال کے بجٹ کی تیاری کا آغاز کر دیا ہے۔ وزارت خزانہ کے مطابق ترقیاتی منصوبوں کے لیے رقم مختص کرنے پر غور جاری ہے جبکہ دفاعی اخراجات اور قرضوں کی ادائیگی بڑے چیلنج ہیں۔ معاشی ماہرین نے ٹیکس نیٹ بڑھانے اور غیر ضروری اخراجات کم کرنے کی تجویز دی ہے۔ عوام کو امید ہے کہ بجٹ میں مہنگائی کم کرنے کے اقدامات شامل ہوں گے۔ <box>1271 353 1447 512</box>
item-number: 61 <box>186 501 220 521</box>
item-header <box>4 746 178 768</box>
item-header <box>4 948 178 970</box>
